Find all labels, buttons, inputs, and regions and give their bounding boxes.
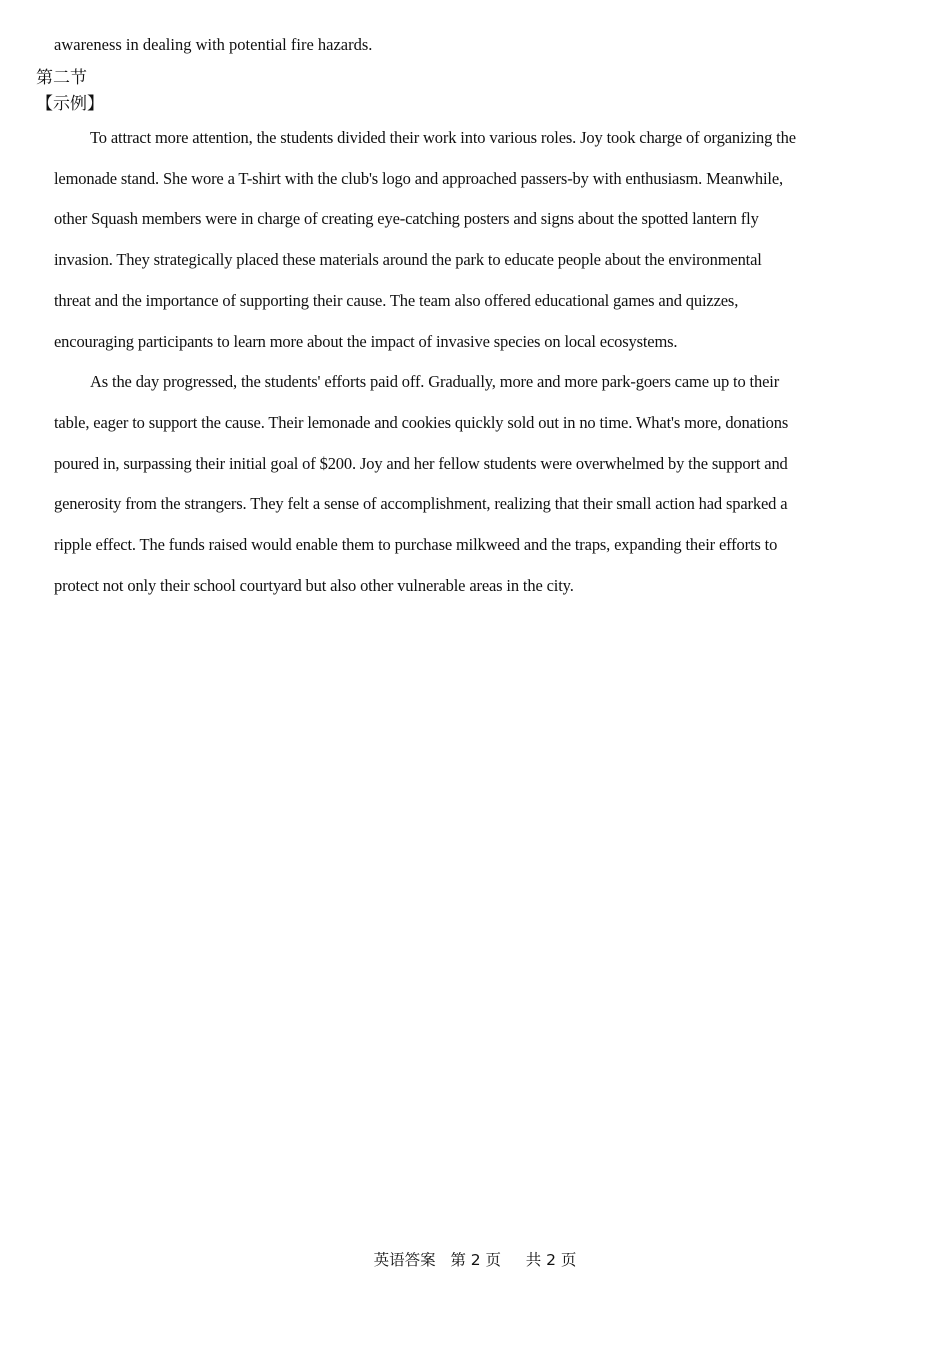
page-footer: 英语答案 第 2 页 共 2 页 [373, 1251, 577, 1269]
essay-body [54, 118, 892, 606]
paragraph-line: protect not only their school courtyard but also other vulnerable areas in the city. [54, 575, 574, 595]
section-heading: 第二节 [36, 68, 87, 88]
example-label: 【示例】 [36, 94, 104, 114]
paragraph-2 [54, 362, 892, 606]
paragraph-line: encouraging participants to learn more about the impact of invasive species on local ecosystems. [54, 331, 678, 351]
paragraph-line: As the day progressed, the students' efforts paid off. Gradually, more and more park-goers came up to their [90, 372, 780, 392]
paragraph-line: threat and the importance of supporting their cause. The team also offered educational games and quizzes, [54, 290, 739, 310]
paragraph-line: poured in, surpassing their initial goal of $200. Joy and her fellow students were overwhelmed by the support and [54, 453, 788, 473]
paragraph-line: lemonade stand. She wore a T-shirt with the club's logo and approached passers-by with enthusiasm. Meanwhile, [54, 168, 783, 188]
paragraph-line: invasion. They strategically placed these materials around the park to educate people about the environmental [54, 250, 762, 270]
paragraph-line: ripple effect. The funds raised would enable them to purchase milkweed and the traps, expanding their efforts to [54, 535, 778, 555]
paragraph-1 [54, 118, 892, 362]
carry-over-line: awareness in dealing with potential fire hazards. [54, 35, 373, 54]
paragraph-line: To attract more attention, the students divided their work into various roles. Joy took charge of organizing the [90, 128, 796, 147]
paragraph-line: other Squash members were in charge of creating eye-catching posters and signs about the spotted lantern fly [54, 209, 759, 229]
paragraph-line: generosity from the strangers. They felt a sense of accomplishment, realizing that their small action had sparked a [54, 494, 788, 514]
paragraph-line: table, eager to support the cause. Their lemonade and cookies quickly sold out in no time. What's more, donations [54, 412, 789, 432]
